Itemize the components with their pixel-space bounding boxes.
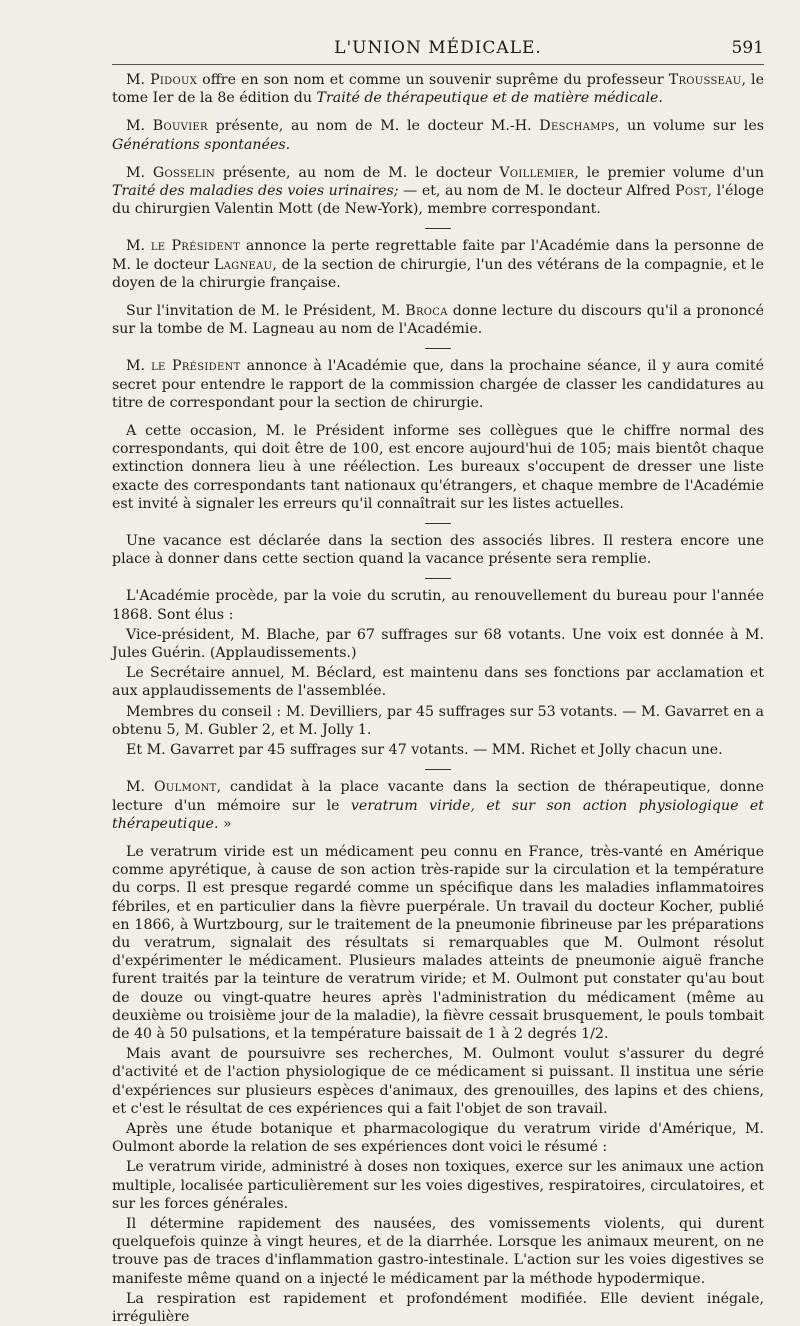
text-run: donne lecture du discours qu'il a prononcé sur la tombe de M. Lagneau au nom de l'Académie.: [112, 303, 764, 338]
section-separator: [425, 348, 451, 349]
paragraph: [112, 302, 764, 338]
paragraph: [112, 778, 764, 833]
paragraph: [112, 1120, 764, 1156]
name-small-caps: Voillemier: [499, 164, 575, 181]
page-header: [112, 30, 764, 65]
section-separator: [425, 228, 451, 229]
name-small-caps: Deschamps: [539, 118, 615, 135]
text-run: La respiration est rapidement et profondément modifiée. Elle devient inégale, irrégulière: [112, 1290, 764, 1325]
text-run: présente, au nom de M. le docteur M.-H.: [207, 118, 540, 135]
paragraph: [112, 1215, 764, 1288]
paragraph: [112, 1158, 764, 1213]
italic-title: Générations spontanées.: [112, 136, 291, 153]
paragraph: [112, 237, 764, 292]
paragraph: [112, 664, 764, 700]
text-run: , l'éloge du chirurgien Valentin Mott (de New-York), membre correspondant.: [112, 183, 765, 218]
text-run: Le veratrum viride est un médicament peu connu en France, très-vanté en Amérique comme apyrétique, à cause de son action très-rapide sur la circulation et la température du corps. Il est presque regardé comme un spécifique dans les maladies inflammatoires fébriles, et en particulier dans la fièvre puerpérale. Un travail du docteur Kocher, publié en 1866, à Wurtzbourg, sur le traitement de la pneumonie fibrineuse par les préparations du veratrum, signalait des résultats si remarquables que M. Oulmont résolut d'expérimenter le médicament. Plusieurs malades atteints de pneumonie aiguë franche furent traités par la teinture de veratrum viride; et M. Oulmont put constater qu'au bout de douze ou vingt-quatre heures après l'administration du médicament (même au deuxième ou troisième jour de la maladie), la fièvre cessait brusquement, le pouls tombait de 40 à 50 pulsations, et la température baissait de 1 à 2 degrés 1/2.: [112, 843, 764, 1042]
section-separator: [425, 578, 451, 579]
italic-title: Traité des maladies des voies urinaires;: [112, 183, 399, 200]
paragraph: [112, 587, 764, 623]
paragraph: [112, 422, 764, 513]
paragraph: [112, 1290, 764, 1326]
text-run: M.: [126, 118, 153, 135]
text-run: offre en son nom et comme un souvenir suprême du professeur: [197, 72, 669, 88]
text-run: présente, au nom de M. le docteur: [215, 164, 500, 181]
italic-title: Traité de thérapeutique et de matière médicale.: [316, 90, 663, 107]
text-run: Membres du conseil : M. Devilliers, par 45 suffrages sur 53 votants. — M. Gavarret en a obtenu 5, M. Gubler 2, et M. Jolly 1.: [112, 703, 764, 738]
text-run: annonce à l'Académie que, dans la prochaine séance, il y aura comité secret pour entendre le rapport de la commission chargée de classer les candidatures au titre de correspondant pour la section de chirurgie.: [112, 358, 765, 411]
text-run: Et M. Gavarret par 45 suffrages sur 47 votants. — MM. Richet et Jolly chacun une.: [126, 742, 723, 759]
text-run: L'Académie procède, par la voie du scrutin, au renouvellement du bureau pour l'année 1868. Sont élus :: [112, 588, 764, 623]
name-small-caps: le Président: [151, 358, 241, 375]
article-body: [112, 71, 764, 1326]
text-run: M.: [126, 779, 154, 796]
italic-title: veratrum viride, et sur son action physiologique et thérapeutique.: [112, 797, 764, 832]
paragraph: [112, 1045, 764, 1118]
text-run: A cette occasion, M. le Président informe ses collègues que le chiffre normal des correspondants, qui doit être de 100, est encore aujourd'hui de 105; mais bientôt chaque extinction donnera lieu à une réélection. Les bureaux s'occupent de dresser une liste exacte des correspondants tant nationaux qu'étrangers, et chaque membre de l'Académie est invité à signaler les erreurs qu'il connaîtrait sur les listes actuelles.: [112, 423, 764, 512]
text-run: Le Secrétaire annuel, M. Béclard, est maintenu dans ses fonctions par acclamation et aux applaudissements de l'assemblée.: [112, 665, 764, 700]
paragraph: [112, 843, 764, 1043]
paragraph: [112, 626, 764, 662]
text-run: annonce la perte regrettable faite par l'Académie dans la personne de M. le docteur: [112, 238, 764, 273]
text-run: Vice-président, M. Blache, par 67 suffrages sur 68 votants. Une voix est donnée à M. Jules Guérin. (Applaudissements.): [112, 626, 764, 662]
paragraph: [112, 532, 764, 568]
text-run: M.: [126, 72, 151, 88]
text-run: , candidat à la place vacante dans la section de thérapeutique, donne lecture d'un mémoire sur le: [112, 779, 765, 814]
name-small-caps: Trousseau: [668, 72, 742, 88]
text-run: M.: [126, 238, 151, 255]
paragraph: [112, 703, 764, 739]
name-small-caps: le Président: [150, 238, 241, 255]
text-run: Après une étude botanique et pharmacologique du veratrum viride d'Amérique, M. Oulmont aborde la relation de ses expériences dont voici le résumé :: [112, 1120, 764, 1156]
text-run: Il détermine rapidement des nausées, des vomissements violents, qui durent quelquefois quinze à vingt heures, et de la diarrhée. Lorsque les animaux meurent, on ne trouve pas de traces d'inflammation gastro-intestinale. L'action sur les voies digestives se manifeste même quand on a injecté le médicament par la méthode hypodermique.: [112, 1215, 764, 1287]
paragraph: [112, 741, 764, 759]
paragraph: [112, 117, 764, 153]
text-run: Sur l'invitation de M. le Président, M.: [126, 303, 406, 320]
section-separator: [425, 769, 451, 770]
text-run: , le premier volume d'un: [574, 164, 765, 181]
text-run: , de la section de chirurgie, l'un des vétérans de la compagnie, et le doyen de la chirurgie française.: [112, 256, 764, 291]
name-small-caps: Broca: [405, 303, 448, 320]
section-separator: [425, 523, 451, 524]
paragraph: [112, 357, 764, 412]
name-small-caps: Bouvier: [152, 118, 208, 135]
paragraph: [112, 164, 764, 219]
text-run: Mais avant de poursuivre ses recherches, M. Oulmont voulut s'assurer du degré d'activité et de l'action physiologique de ce médicament si puissant. Il institua une série d'expériences sur plusieurs espèces d'animaux, des grenouilles, des lapins et des chiens, et c'est le résultat de ces expériences qui a fait l'objet de son travail.: [112, 1046, 764, 1117]
name-small-caps: Pidoux: [150, 72, 198, 88]
text-run: , le tome Ier de la 8e édition du: [112, 72, 764, 107]
text-run: »: [218, 815, 232, 832]
name-small-caps: Oulmont: [153, 779, 217, 796]
text-run: M.: [126, 164, 153, 181]
page-number: 591: [731, 38, 764, 58]
text-run: , un volume sur les: [614, 118, 764, 135]
name-small-caps: Post: [675, 183, 708, 200]
text-run: — et, au nom de M. le docteur Alfred: [398, 183, 676, 200]
name-small-caps: Lagneau: [213, 256, 273, 273]
text-run: Le veratrum viride, administré à doses non toxiques, exerce sur les animaux une action multiple, localisée particulièrement sur les voies digestives, respiratoires, circulatoires, et sur les forces générales.: [112, 1159, 764, 1212]
name-small-caps: Gosselin: [152, 164, 216, 181]
paragraph: [112, 71, 764, 107]
text-run: Une vacance est déclarée dans la section des associés libres. Il restera encore une place à donner dans cette section quand la vacance présente sera remplie.: [112, 533, 764, 568]
running-title: L'UNION MÉDICALE.: [334, 38, 542, 58]
text-run: M.: [126, 358, 152, 375]
